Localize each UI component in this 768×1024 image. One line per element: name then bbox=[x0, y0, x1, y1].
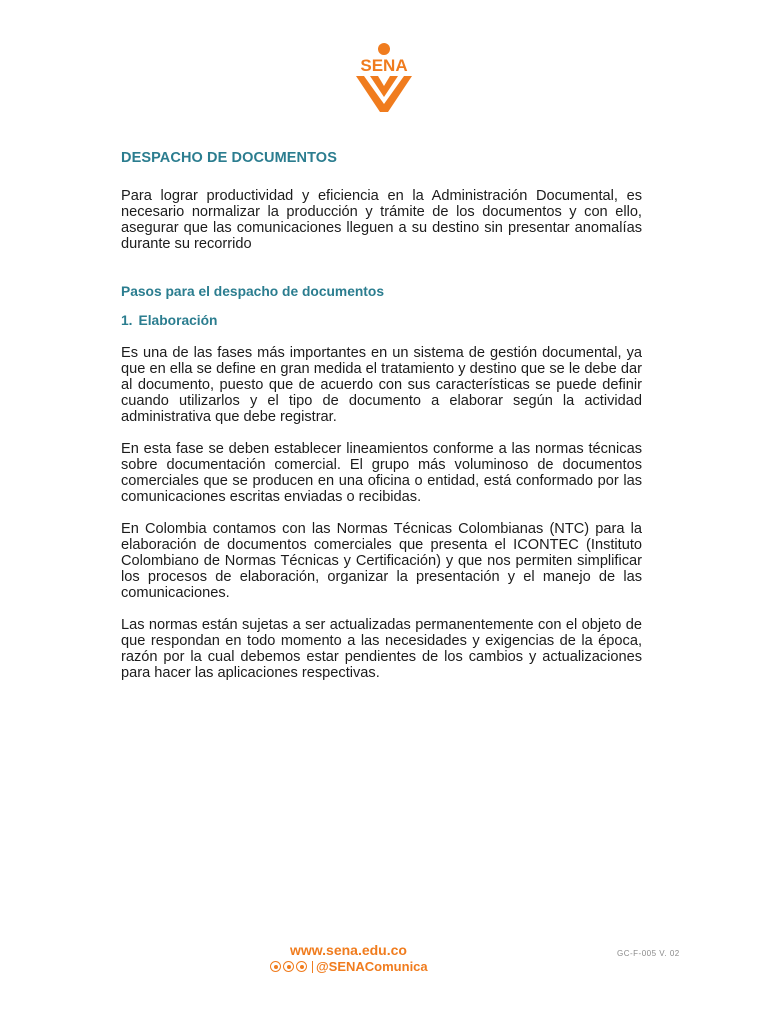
body-paragraph: Las normas están sujetas a ser actualizadas permanentemente con el objeto de que respondan en todo momento a las necesidades y exigencias de la época, razón por la cual debemos estar pendientes de los cambios y actualizaciones para hacer las aplicaciones respectivas. bbox=[121, 617, 642, 681]
divider bbox=[312, 961, 313, 973]
social-handle-row bbox=[270, 959, 428, 974]
step-heading bbox=[121, 313, 642, 328]
document-body bbox=[121, 150, 642, 697]
sena-logo-icon bbox=[348, 42, 420, 114]
document-code: GC-F-005 V. 02 bbox=[617, 949, 680, 958]
body-paragraph: En esta fase se deben establecer lineamientos conforme a las normas técnicas sobre documentación comercial. El grupo más voluminoso de documentos comerciales que se producen en una oficina o entidad, está conformado por las comunicaciones escritas enviadas o recibidas. bbox=[121, 441, 642, 505]
social-handle[interactable]: @SENAComunica bbox=[316, 959, 428, 974]
document-title: DESPACHO DE DOCUMENTOS bbox=[121, 150, 337, 166]
noncommercial-icon bbox=[296, 961, 307, 972]
step-title: Elaboración bbox=[138, 313, 218, 328]
body-paragraph: En Colombia contamos con las Normas Técnicas Colombianas (NTC) para la elaboración de documentos comerciales que presenta el ICONTEC (Instituto Colombiano de Normas Técnicas y Certificación) y que nos permiten simplificar los procesos de elaboración, organizar la presentación y el manejo de las comunicaciones. bbox=[121, 521, 642, 601]
intro-paragraph: Para lograr productividad y eficiencia en la Administración Documental, es necesario normalizar la producción y trámite de los documentos y con ello, asegurar que las comunicaciones lleguen a su destino sin presentar anomalías durante su recorrido bbox=[121, 188, 642, 252]
body-paragraph: Es una de las fases más importantes en un sistema de gestión documental, ya que en ella se define en gran medida el tratamiento y destino que se le debe dar al documento, puesto que de acuerdo con sus características se puede definir cuando utilizarlos y el tipo de documento a elaborar según la actividad administrativa que debe registrar. bbox=[121, 345, 642, 425]
step-number: 1. bbox=[121, 313, 133, 328]
attribution-icon bbox=[283, 961, 294, 972]
creative-commons-icon bbox=[270, 961, 281, 972]
sena-logo bbox=[348, 42, 420, 114]
section-heading: Pasos para el despacho de documentos bbox=[121, 284, 384, 299]
page-footer bbox=[0, 942, 768, 982]
website-link[interactable]: www.sena.edu.co bbox=[290, 942, 407, 958]
logo-text: SENA bbox=[360, 56, 408, 75]
